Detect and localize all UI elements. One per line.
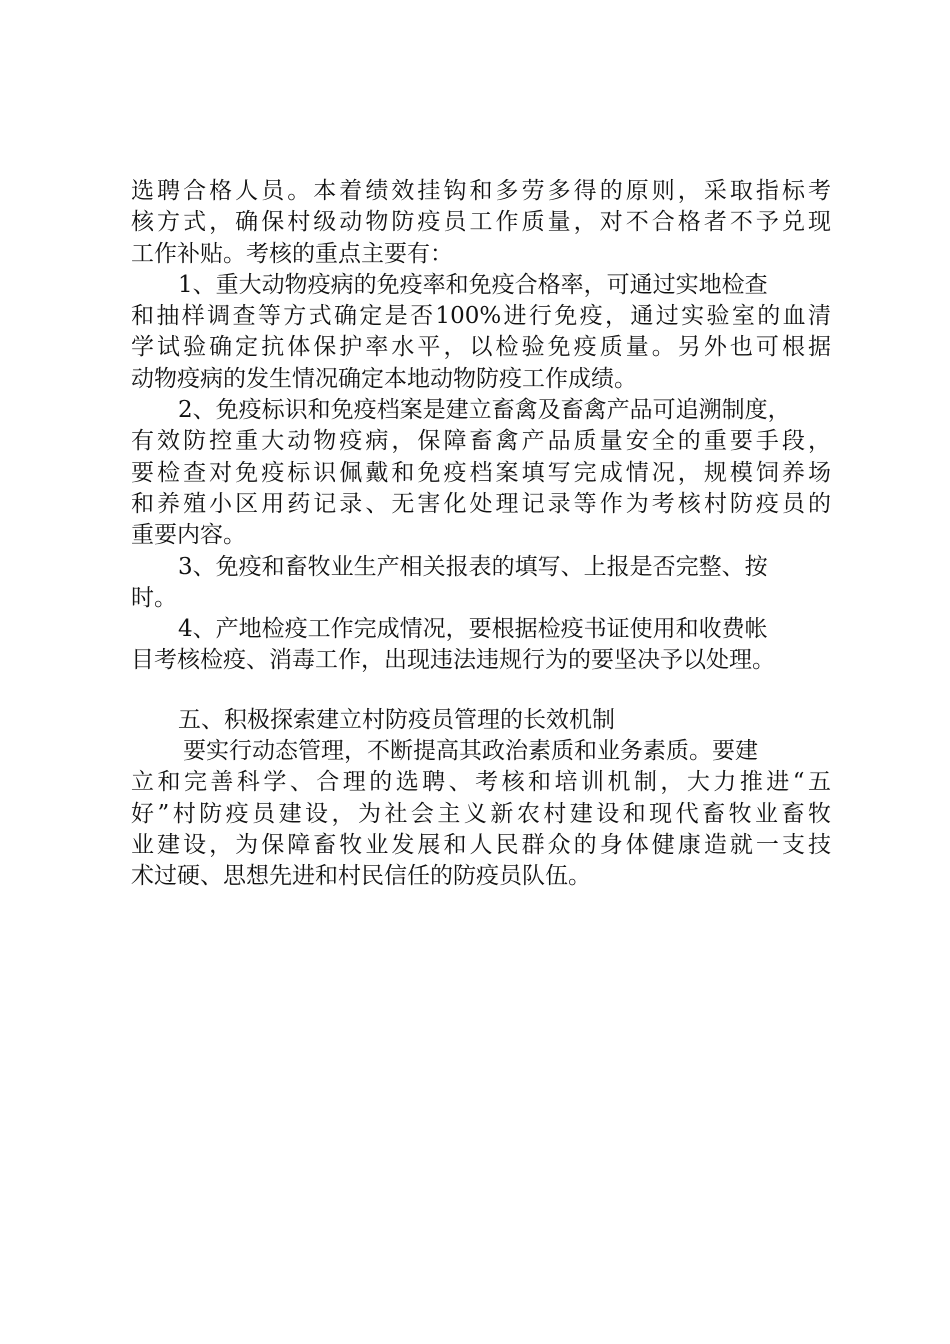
text-line: 选聘合格人员。本着绩效挂钩和多劳多得的原则，采取指标考	[131, 178, 831, 204]
text-line: 核方式，确保村级动物防疫员工作质量，对不合格者不予兑现	[131, 209, 831, 236]
section-5-heading: 五、积极探索建立村防疫员管理的长效机制	[178, 706, 615, 733]
text-line: 和养殖小区用药记录、无害化处理记录等作为考核村防疫员的	[131, 490, 831, 517]
text-line: 时。	[131, 584, 177, 611]
text-line: 立和完善科学、合理的选聘、考核和培训机制，大力推进“五	[131, 769, 831, 796]
document-body	[131, 176, 831, 893]
paragraph-gap	[131, 677, 831, 705]
text-line: 学试验确定抗体保护率水平，以检验免疫质量。另外也可根据	[131, 334, 831, 361]
text-line: 术过硬、思想先进和村民信任的防疫员队伍。	[131, 863, 591, 890]
section-5-first-line: 要实行动态管理，不断提高其政治素质和业务素质。要建	[183, 738, 758, 765]
text-line: 动物疫病的发生情况确定本地动物防疫工作成绩。	[131, 365, 637, 392]
text-line: 工作补贴。考核的重点主要有：	[131, 240, 453, 267]
text-line: 好”村防疫员建设，为社会主义新农村建设和现代畜牧业畜牧	[131, 800, 831, 827]
item-2-first-line: 2、免疫标识和免疫档案是建立畜禽及畜禽产品可追溯制度，	[178, 397, 791, 424]
item-4-first-line: 4、产地检疫工作完成情况，要根据检疫书证使用和收费帐	[178, 616, 768, 643]
text-line: 业建设，为保障畜牧业发展和人民群众的身体健康造就一支技	[131, 831, 831, 858]
text-line: 和抽样调查等方式确定是否100%进行免疫，通过实验室的血清	[131, 303, 831, 330]
item-3-first-line: 3、免疫和畜牧业生产相关报表的填写、上报是否完整、按	[178, 553, 768, 580]
text-line: 有效防控重大动物疫病，保障畜禽产品质量安全的重要手段，	[131, 428, 831, 455]
item-1-first-line: 1、重大动物疫病的免疫率和免疫合格率，可通过实地检查	[178, 271, 768, 298]
text-line: 目考核检疫、消毒工作，出现违法违规行为的要坚决予以处理。	[131, 647, 775, 674]
text-line: 要检查对免疫标识佩戴和免疫档案填写完成情况，规模饲养场	[131, 459, 831, 486]
text-line: 重要内容。	[131, 522, 246, 549]
